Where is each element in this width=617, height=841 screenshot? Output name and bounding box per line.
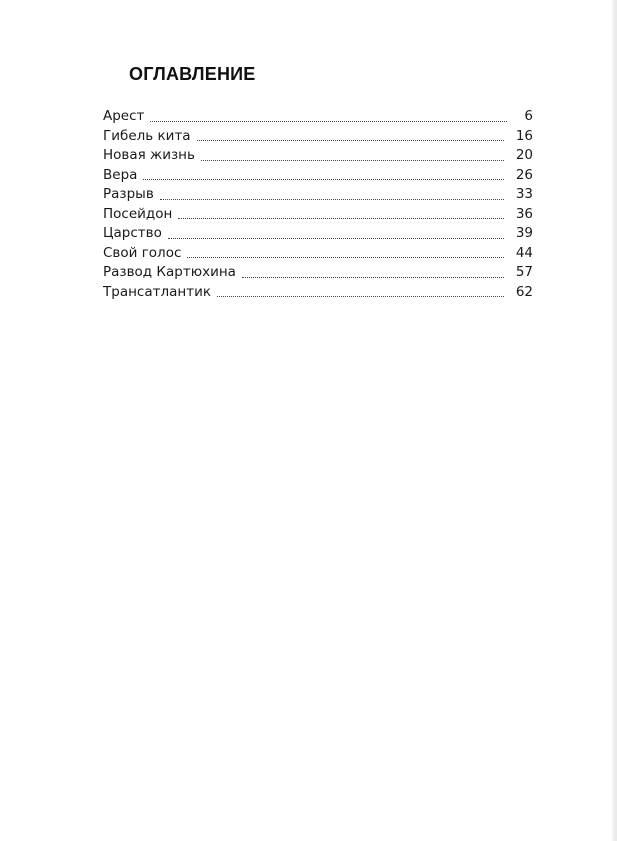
dot-leader (217, 295, 504, 297)
toc-entry-title: Гибель кита (103, 127, 191, 144)
toc-entry-page: 33 (515, 186, 533, 202)
toc-entry-title: Царство (103, 225, 162, 241)
toc-entry-title: Трансатлантик (103, 283, 211, 300)
dot-leader (178, 217, 503, 219)
toc-entry[interactable] (103, 127, 533, 147)
toc-entry[interactable] (103, 166, 533, 186)
toc-entry-title: Вера (103, 166, 138, 183)
dot-leader (242, 276, 504, 278)
toc-entry-page: 39 (515, 225, 533, 241)
dot-leader (168, 237, 504, 239)
toc-entry-title: Разрыв (103, 186, 154, 202)
toc-entry-title: Посейдон (103, 205, 173, 222)
dot-leader (143, 178, 503, 180)
toc-entry[interactable] (103, 185, 533, 205)
toc-entry-title: Свой голос (103, 244, 182, 261)
toc-entry-page: 6 (524, 108, 533, 124)
dot-leader (197, 139, 504, 141)
toc-entry[interactable] (103, 283, 533, 303)
toc-entry-page: 57 (515, 264, 533, 280)
dot-leader (187, 256, 503, 258)
toc-entry[interactable] (103, 205, 533, 225)
toc-entry-title: Арест (103, 108, 145, 124)
toc-entry-page: 36 (515, 205, 533, 222)
toc-entry-page: 20 (515, 147, 533, 163)
toc-entry[interactable] (103, 244, 533, 264)
page-edge-shadow (612, 0, 617, 841)
toc-title: ОГЛАВЛЕНИЕ (129, 64, 256, 84)
toc-entry[interactable] (103, 146, 533, 166)
toc-entry[interactable] (103, 107, 533, 127)
toc-entry-page: 16 (515, 127, 533, 144)
toc-entry-page: 62 (515, 283, 533, 300)
toc-entry-title: Новая жизнь (103, 147, 195, 163)
dot-leader (150, 120, 507, 122)
table-of-contents (103, 107, 533, 302)
dot-leader (160, 198, 504, 200)
toc-entry[interactable] (103, 224, 533, 244)
toc-entry-page: 44 (515, 244, 533, 261)
toc-entry-page: 26 (515, 166, 533, 183)
toc-entry[interactable] (103, 263, 533, 283)
dot-leader (201, 159, 504, 161)
toc-entry-title: Развод Картюхина (103, 264, 236, 280)
